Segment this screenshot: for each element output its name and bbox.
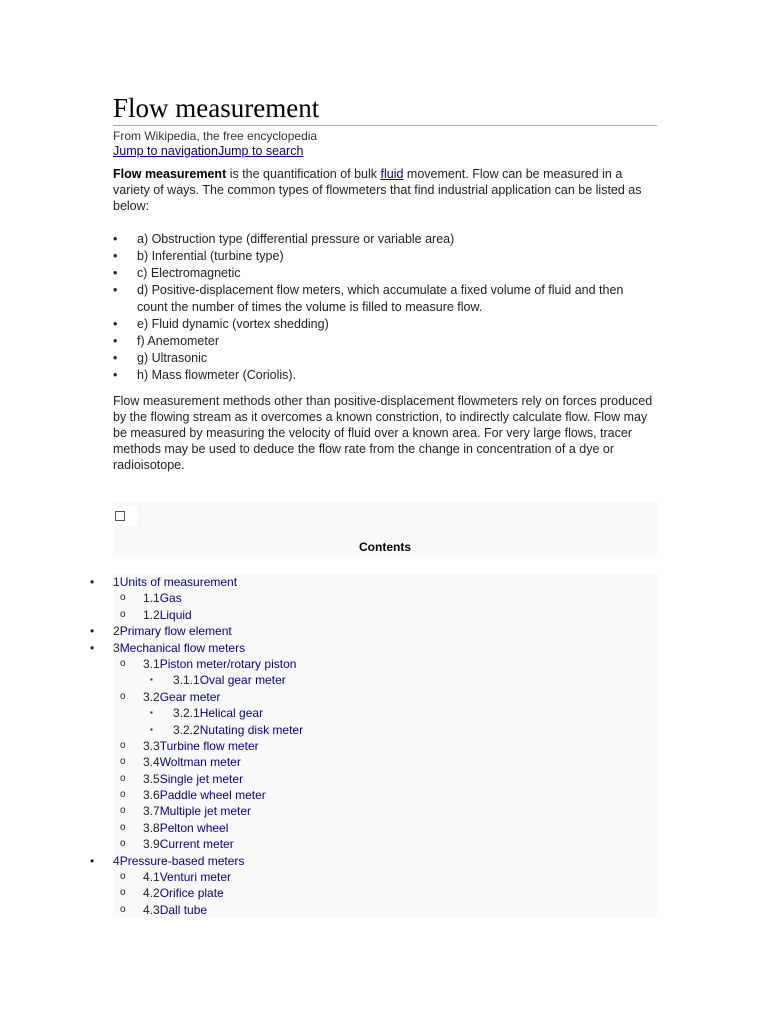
bullet-icon: • xyxy=(113,351,118,365)
toc-link[interactable] xyxy=(113,853,244,869)
toc-number: 3.6 xyxy=(143,788,160,803)
toc-label[interactable]: Woltman meter xyxy=(159,755,241,770)
toc-marker-icon: o xyxy=(120,789,126,801)
toc-marker-icon: o xyxy=(120,772,126,784)
toc-header xyxy=(113,502,657,556)
toc-number: 3.2.1 xyxy=(173,706,200,721)
toc-number: 3.1.1 xyxy=(173,673,200,688)
toc-toggle[interactable] xyxy=(113,506,137,526)
toc-title: Contents xyxy=(359,540,411,554)
toc-item[interactable] xyxy=(90,853,657,869)
toc-item[interactable] xyxy=(113,885,657,901)
toc-marker-icon: o xyxy=(120,739,126,751)
toc-item[interactable] xyxy=(113,803,657,819)
toc-marker-icon: ▪ xyxy=(150,708,153,718)
flowmeter-type-text: b) Inferential (turbine type) xyxy=(137,249,284,263)
toc-label[interactable]: Piston meter/rotary piston xyxy=(159,656,297,671)
toc-link[interactable] xyxy=(173,672,286,688)
bullet-icon: • xyxy=(113,334,118,348)
toc-label[interactable]: Venturi meter xyxy=(159,870,232,885)
toc-number: 3.8 xyxy=(143,820,160,835)
flowmeter-type-item xyxy=(113,333,657,350)
toc-number: 1.2 xyxy=(143,607,160,622)
toc-label[interactable]: Pressure-based meters xyxy=(119,853,245,868)
toc-number: 3.5 xyxy=(143,771,160,786)
page-title: Flow measurement xyxy=(113,93,320,123)
toc-item[interactable] xyxy=(113,672,657,688)
flowmeter-type-item xyxy=(113,316,657,333)
toc-link[interactable] xyxy=(143,738,259,754)
toc-link[interactable] xyxy=(143,656,296,672)
toc-number: 3.7 xyxy=(143,804,160,819)
flowmeter-types-list xyxy=(113,231,657,384)
toc-link[interactable] xyxy=(173,722,303,738)
toc-label[interactable]: Multiple jet meter xyxy=(159,804,252,819)
toc-link[interactable] xyxy=(143,820,228,836)
toc-label[interactable]: Gas xyxy=(159,591,182,606)
toc-item[interactable] xyxy=(113,771,657,787)
toc-label[interactable]: Orifice plate xyxy=(159,886,224,901)
intro-bold-term: Flow measurement xyxy=(113,167,227,181)
toc-label[interactable]: Helical gear xyxy=(199,706,264,721)
toc-link[interactable] xyxy=(143,771,243,787)
toc-link[interactable] xyxy=(173,705,263,721)
toc-marker-icon: • xyxy=(90,624,95,639)
toc-number: 4 xyxy=(113,853,120,868)
bullet-icon: • xyxy=(113,368,118,382)
flowmeter-type-item xyxy=(113,282,657,316)
toc-item[interactable] xyxy=(113,787,657,803)
toc-label[interactable]: Liquid xyxy=(159,607,192,622)
toc-label[interactable]: Gear meter xyxy=(159,689,221,704)
toc-item[interactable] xyxy=(113,590,657,606)
toc-label[interactable]: Primary flow element xyxy=(119,624,232,639)
toc-marker-icon: o xyxy=(120,657,126,669)
toc-number: 4.2 xyxy=(143,886,160,901)
toc-checkbox-icon[interactable] xyxy=(115,511,125,521)
toc-marker-icon: o xyxy=(120,592,126,604)
toc-number: 2 xyxy=(113,624,120,639)
fluid-link[interactable]: fluid xyxy=(380,167,404,181)
toc-item[interactable] xyxy=(113,869,657,885)
toc-number: 1.1 xyxy=(143,591,160,606)
toc-link[interactable] xyxy=(143,869,231,885)
toc-marker-icon: o xyxy=(120,690,126,702)
flowmeter-type-text: h) Mass flowmeter (Coriolis). xyxy=(137,368,297,382)
toc-link[interactable] xyxy=(113,574,237,590)
toc-label[interactable]: Oval gear meter xyxy=(199,673,286,688)
toc-link[interactable] xyxy=(143,590,182,606)
jump-to-search-link[interactable]: Jump to search xyxy=(217,144,304,158)
toc-item[interactable] xyxy=(113,754,657,770)
toc-marker-icon: o xyxy=(120,608,126,620)
toc-marker-icon: o xyxy=(120,821,126,833)
toc-number: 3.3 xyxy=(143,738,160,753)
toc-link[interactable] xyxy=(143,885,224,901)
toc-label[interactable]: Nutating disk meter xyxy=(199,722,304,737)
toc-link[interactable] xyxy=(143,803,251,819)
toc-number: 3.2.2 xyxy=(173,722,200,737)
toc-item[interactable] xyxy=(113,689,657,705)
methods-paragraph: Flow measurement methods other than positive-displacement flowmeters rely on forces produced by the flowing stream as it overcomes a known constriction, to indirectly calculate flow. Flow may be measured by measuring the velocity of fluid over a known area. For very large flows, tracer methods may be used to deduce the flow rate from the change in concentration of a dye or radioisotope. xyxy=(113,394,653,472)
toc-label[interactable]: Pelton wheel xyxy=(159,820,229,835)
toc-item[interactable] xyxy=(113,722,657,738)
toc-label[interactable]: Dall tube xyxy=(159,902,208,917)
toc-link[interactable] xyxy=(143,836,234,852)
toc-number: 3 xyxy=(113,640,120,655)
toc-item[interactable] xyxy=(113,656,657,672)
intro-text-2: movement. Flow can be measured in a variety of ways. The common types of flowmeters that find industrial application can be listed as below: xyxy=(113,167,642,213)
toc-label[interactable]: Current meter xyxy=(159,837,234,852)
toc-marker-icon: ▪ xyxy=(150,724,153,734)
toc-link[interactable] xyxy=(113,623,232,639)
flowmeter-type-text: f) Anemometer xyxy=(137,334,219,348)
toc-label[interactable]: Mechanical flow meters xyxy=(119,640,246,655)
title-divider xyxy=(113,125,657,126)
toc-link[interactable] xyxy=(143,902,207,918)
toc-number: 4.3 xyxy=(143,902,160,917)
toc-link[interactable] xyxy=(143,689,220,705)
toc-item[interactable] xyxy=(113,738,657,754)
toc-number: 3.4 xyxy=(143,755,160,770)
toc-marker-icon: • xyxy=(90,575,95,589)
toc-item[interactable] xyxy=(113,705,657,721)
toc-marker-icon: o xyxy=(120,805,126,817)
intro-paragraph xyxy=(113,166,657,214)
toc-number: 3.9 xyxy=(143,837,160,852)
bullet-icon: • xyxy=(113,266,118,280)
bullet-icon: • xyxy=(113,232,118,246)
jump-links xyxy=(113,144,303,158)
toc-marker-icon: • xyxy=(90,640,95,655)
toc-marker-icon: o xyxy=(120,756,126,768)
flowmeter-type-text: d) Positive-displacement flow meters, which accumulate a fixed volume of fluid and then count the number of times the volume is filled to measure flow. xyxy=(137,283,624,314)
toc-item[interactable] xyxy=(113,607,657,623)
toc-item[interactable] xyxy=(113,902,657,918)
toc-marker-icon: o xyxy=(120,887,126,899)
toc-marker-icon: • xyxy=(90,853,95,868)
toc-link[interactable] xyxy=(143,607,192,623)
toc-marker-icon: o xyxy=(120,871,126,883)
flowmeter-type-item xyxy=(113,248,657,265)
toc-list xyxy=(90,574,657,918)
toc-link[interactable] xyxy=(143,787,266,803)
toc-item[interactable] xyxy=(113,820,657,836)
toc-number: 1 xyxy=(113,575,120,589)
toc-label[interactable]: Turbine flow meter xyxy=(159,738,259,753)
toc-label[interactable]: Single jet meter xyxy=(159,771,244,786)
flowmeter-type-text: e) Fluid dynamic (vortex shedding) xyxy=(137,317,329,331)
bullet-icon: • xyxy=(113,249,118,263)
toc-number: 3.1 xyxy=(143,656,160,671)
intro-text-1: is the quantification of bulk xyxy=(226,167,381,181)
flowmeter-type-text: c) Electromagnetic xyxy=(137,266,241,280)
flowmeter-type-item xyxy=(113,367,657,384)
toc-item[interactable] xyxy=(90,640,657,656)
toc-marker-icon: ▪ xyxy=(150,675,153,685)
flowmeter-type-text: a) Obstruction type (differential pressure or variable area) xyxy=(137,232,455,246)
toc-number: 4.1 xyxy=(143,870,160,885)
flowmeter-type-item xyxy=(113,350,657,367)
flowmeter-type-item xyxy=(113,265,657,282)
bullet-icon: • xyxy=(113,283,118,297)
toc-marker-icon: o xyxy=(120,838,126,850)
toc-item[interactable] xyxy=(90,574,657,590)
flowmeter-type-text: g) Ultrasonic xyxy=(137,351,208,365)
toc-item[interactable] xyxy=(90,623,657,639)
toc-item[interactable] xyxy=(113,836,657,852)
toc-number: 3.2 xyxy=(143,689,160,704)
toc-link[interactable] xyxy=(143,754,241,770)
tagline: From Wikipedia, the free encyclopedia xyxy=(113,129,318,143)
toc-marker-icon: o xyxy=(120,903,126,915)
jump-to-navigation-link[interactable]: Jump to navigation xyxy=(113,144,218,158)
bullet-icon: • xyxy=(113,317,118,331)
toc-label[interactable]: Units of measurement xyxy=(119,575,238,589)
toc-link[interactable] xyxy=(113,640,245,656)
flowmeter-type-item xyxy=(113,231,657,248)
toc-label[interactable]: Paddle wheel meter xyxy=(159,788,266,803)
